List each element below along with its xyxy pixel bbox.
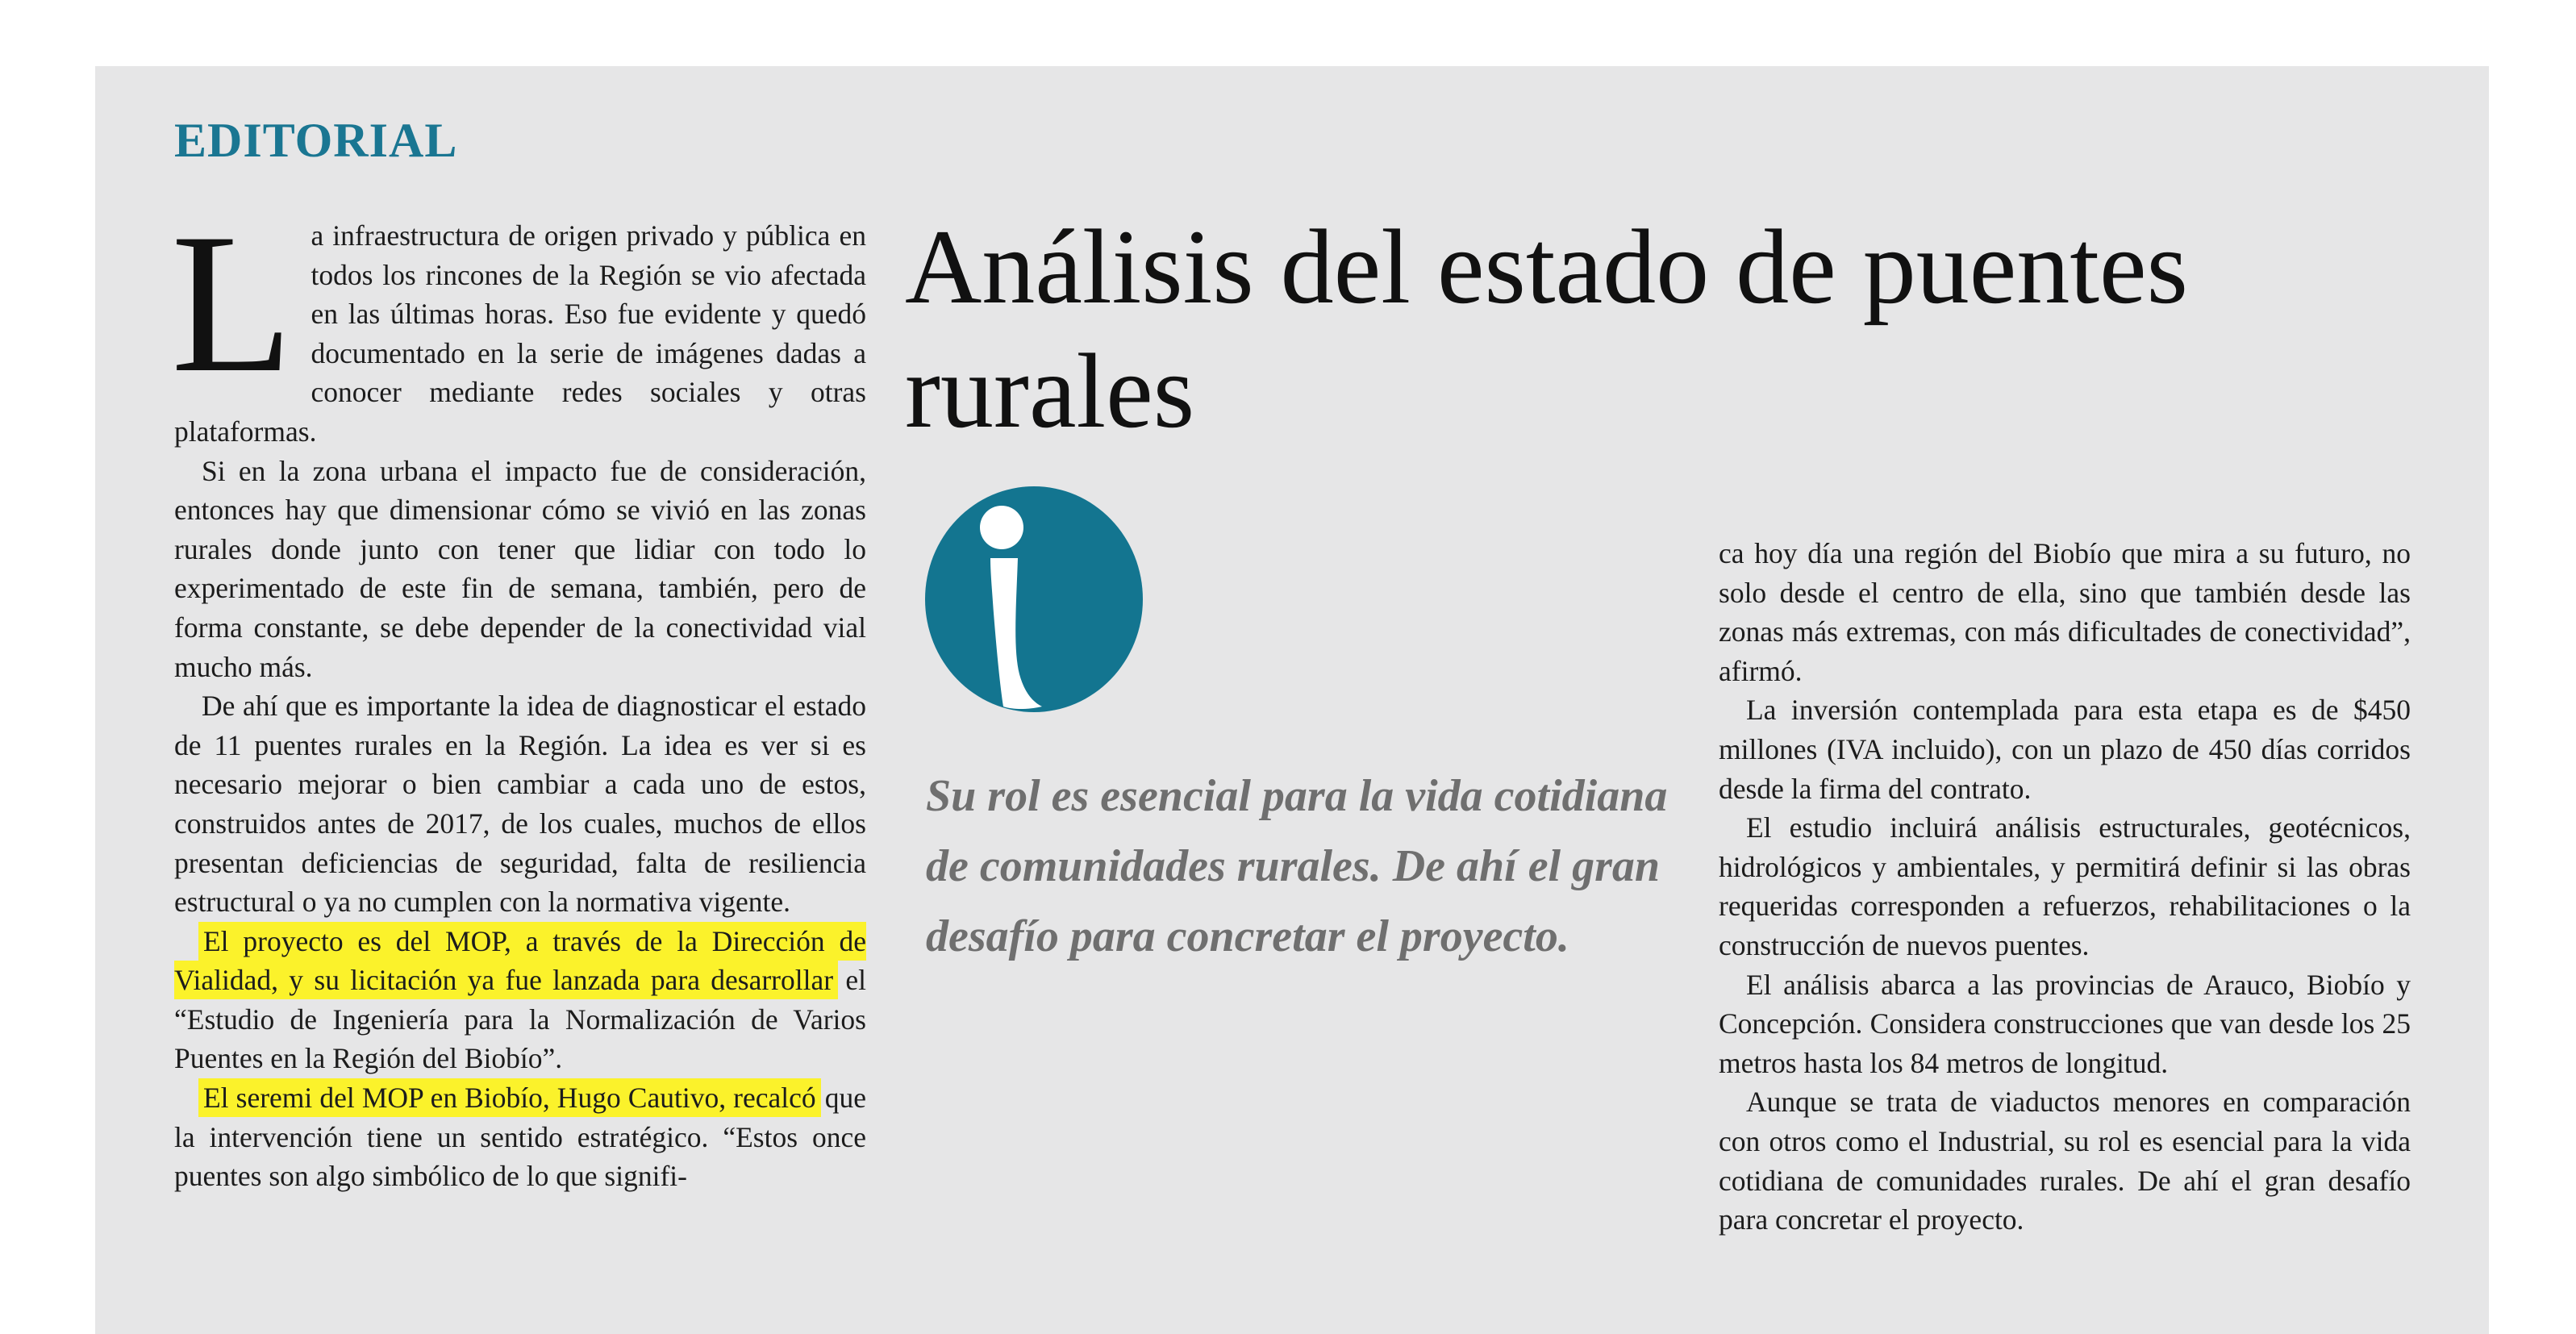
pull-quote: Su rol es esencial para la vida cotidiana de comunidades rurales. De ahí el gran desafío para concretar el proyecto. — [926, 771, 1668, 961]
highlighted-text: El proyecto es del MOP, a través de la Dirección de Vialidad, y su licitación ya fue lanzada para desarrollar — [174, 924, 866, 997]
paragraph: La inversión contemplada para esta etapa es de $450 millones (IVA incluido), con un plazo de 450 días corridos desde la firma del contrato. — [1719, 694, 2411, 805]
paragraph-text: que la intervención tiene un sentido estratégico. “Estos once puentes son algo simbólico de lo que signifi- — [174, 1082, 866, 1193]
paragraph: El análisis abarca a las provincias de Arauco, Biobío y Concepción. Considera construcciones que van desde los 25 metros hasta los 84 metros de longitud. — [1719, 968, 2411, 1079]
paragraph: De ahí que es importante la idea de diagnosticar el estado de 11 puentes rurales en la Región. La idea es ver si es necesario mejorar o bien cambiar a cada uno de estos, construidos antes de 2017, de los cuales, muchos de ellos presentan deficiencias de seguridad, falta de resiliencia estructural o ya no cumplen con la normativa vigente. — [174, 690, 866, 919]
paragraph-text: a infraestructura de origen privado y pública en todos los rincones de la Región se vio afectada en las últimas horas. Eso fue evidente y quedó documentado en la serie de imágenes dadas a conocer mediante redes sociales y otras plataformas. — [174, 219, 866, 448]
body-column-left — [171, 192, 867, 1196]
paragraph: Si en la zona urbana el impacto fue de consideración, entonces hay que dimensionar cómo se vivió en las zonas rurales donde junto con tener que lidiar con todo lo experimentado de este fin de semana, también, pero de forma constante, se debe depender de la conectividad vial mucho más. — [174, 454, 866, 683]
paragraph: El estudio incluirá análisis estructurales, geotécnicos, hidrológicos y ambientales, y permitirá definir si las obras requeridas corresponden a refuerzos, rehabilitaciones o la construcción de nuevos puentes. — [1719, 811, 2411, 961]
paragraph — [174, 1078, 866, 1196]
drop-cap: L — [171, 192, 294, 414]
paragraph — [174, 922, 866, 1078]
paragraph — [171, 192, 866, 452]
paragraph: Aunque se trata de viaductos menores en comparación con otros como el Industrial, su rol es esencial para la vida cotidiana de comunidades rurales. De ahí el gran desafío para concretar el proyecto. — [1719, 1086, 2411, 1236]
highlighted-text: El seremi del MOP en Biobío, Hugo Cautivo, recalcó — [203, 1082, 816, 1115]
paragraph-text: el “Estudio de Ingeniería para la Normalización de Varios Puentes en la Región del Biobío”. — [174, 964, 867, 1075]
paragraph: ca hoy día una región del Biobío que mira a su futuro, no solo desde el centro de ella, sino que también desde las zonas más extremas, con más dificultades de conectividad”, afirmó. — [1719, 537, 2411, 687]
info-icon — [923, 484, 1145, 715]
section-label: EDITORIAL — [174, 114, 458, 167]
headline: Análisis del estado de puentes rurales — [905, 207, 2188, 450]
body-column-right — [1719, 534, 2411, 1240]
